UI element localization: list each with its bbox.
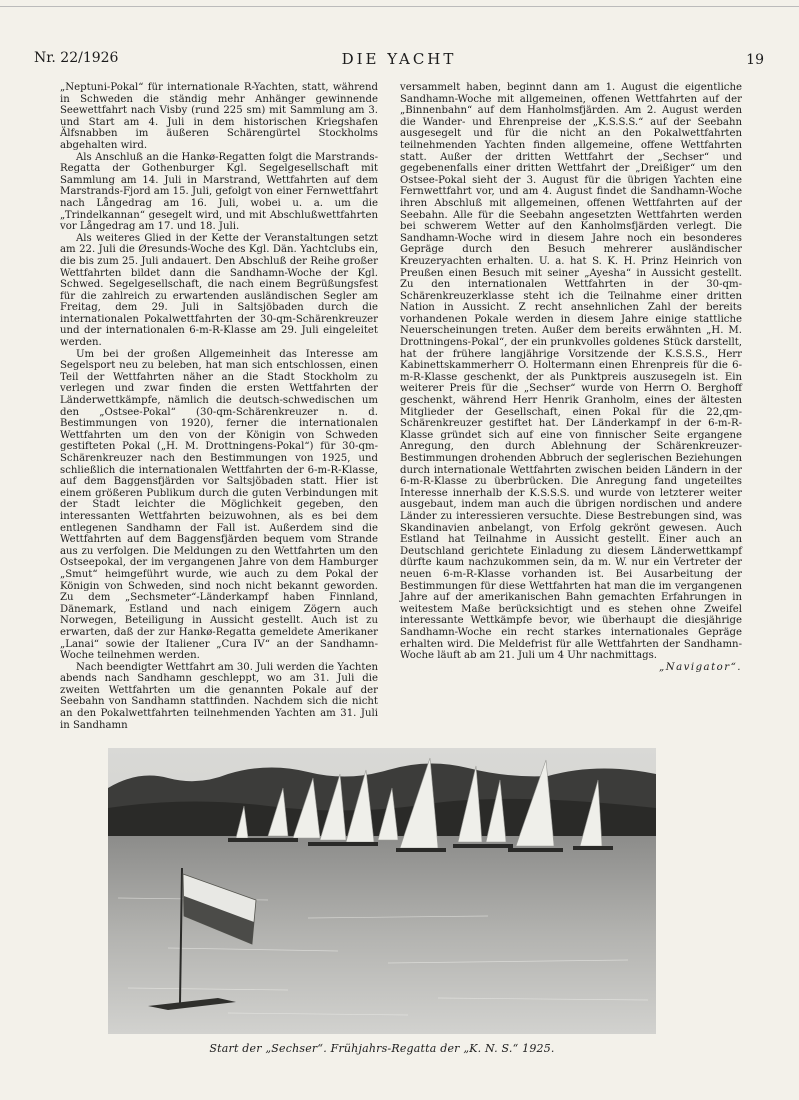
top-rule [0, 6, 799, 7]
paragraph: „Neptuni-Pokal“ für internationale R-Yachten, statt, während in Schweden die ständig mehr Anhänger gewinnende Seewettfahrt nach Visby (rund 225 sm) mit Sammlung am 3. und Start am 4. Juli in dem historischen Kriegshafen Älfsnabben im äußeren Schärengürtel Stockholms abgehalten wird. [60, 82, 378, 151]
left-column [60, 82, 378, 731]
paragraph: Als weiteres Glied in der Kette der Veranstaltungen setzt am 22. Juli die Øresunds-Woche des Kgl. Dän. Yachtclubs ein, die bis zum 25. Juli andauert. Den Abschluß der Reihe großer Wettfahrten bildet dann die Sandhamn-Woche der Kgl. Schwed. Segelgesellschaft, die nach einem Begrüßungsfest für die zahlreich zu erwartenden ausländischen Segler am Freitag, dem 29. Juli in Saltsjöbaden durch die internationalen Pokalwettfahrten der 30-qm-Schärenkreuzer und der internationalen 6-m-R-Klasse am 29. Juli eingeleitet werden. [60, 232, 378, 349]
paragraph: Nach beendigter Wettfahrt am 30. Juli werden die Yachten abends nach Sandhamn geschleppt, wo am 31. Juli die zweiten Wettfahrten um die genannten Pokale auf der Seebahn von Sandhamn stattfinden. Nachdem sich die nicht an den Pokalwettfahrten teilnehmenden Yachten am 31. Juli in Sandhamn [60, 661, 378, 731]
author-signature: „Navigator“. [658, 661, 742, 673]
page-number: 19 [746, 52, 764, 68]
page-header [34, 50, 764, 70]
photo-caption: Start der „Sechser“. Frühjahrs-Regatta der „K. N. S.“ 1925. [209, 1042, 555, 1055]
paragraph: Um bei der großen Allgemeinheit das Interesse am Segelsport neu zu beleben, hat man sich entschlossen, einen Teil der Wettfahrten näher an die Stadt Stockholm zu verlegen und zwar finden die ersten Wettfahrten der Länderwettkämpfe, nämlich die deutsch-schwedischen um den „Ostsee-Pokal“ (30-qm-Schärenkreuzer n. d. Bestimmungen von 1920), ferner die internationalen Wettfahrten um den von der Königin von Schweden gestifteten Pokal („H. M. Drottningens-Pokal“) für 30-qm-Schärenkreuzer nach den Bestimmungen von 1925, und schließlich die internationalen Wettfahrten der 6-m-R-Klasse, auf dem Baggensfjärden vor Saltsjöbaden statt. Hier ist einem größeren Publikum durch die guten Verbindungen mit der Stadt leichter die Möglichkeit gegeben, den interessanten Wettfahrten beizuwohnen, als es bei dem entlegenen Sandhamn der Fall ist. Außerdem sind die Wettfahrten auf dem Baggensfjärden bequem vom Strande aus zu verfolgen. Die Meldungen zu den Wettfahrten um den Ostseepokal, der im vergangenen Jahre von dem Hamburger „Smut“ heimgeführt wurde, wie auch zu dem Pokal der Königin von Schweden, sind noch nicht bekannt geworden. Zu dem „Sechsmeter“-Länderkampf haben Finnland, Dänemark, Estland und nach einigem Zögern auch Norwegen, Beteiligung in Aussicht gestellt. Auch ist zu erwarten, daß der zur Hankø-Regatta gemeldete Amerikaner „Lanai“ sowie der Italiener „Cura IV“ an der Sandhamn-Woche teilnehmen werden. [60, 348, 378, 662]
issue-number: Nr. 22/1926 [34, 50, 119, 66]
magazine-title: DIE YACHT [341, 50, 457, 68]
regatta-photo [108, 748, 656, 1034]
paragraph: Als Anschluß an die Hankø-Regatten folgt die Marstrands-Regatta der Gothenburger Kgl. Segelgesellschaft mit Sammlung am 14. Juli in Marstrand, Wettfahrten auf dem Marstrands-Fjord am 15. Juli, gefolgt von einer Fernwettfahrt nach Långedrag am 16. Juli, wobei u. a. um die „Trindelkannan“ gesegelt wird, und mit Abschlußwettfahrten vor Långedrag am 17. und 18. Juli. [60, 151, 378, 233]
paragraph: versammelt haben, beginnt dann am 1. August die eigentliche Sandhamn-Woche mit allgemeinen, offenen Wettfahrten auf der „Binnenbahn“ auf dem Hanholmsfjärden. Am 2. August werden die Wander- und Ehrenpreise der „K.S.S.S.“ auf der Seebahn ausgesegelt und für die nicht an den Pokalwettfahrten teilnehmenden Yachten finden allgemeine, offene Wettfahrten statt. Außer der dritten Wettfahrt der „Sechser“ und gegebenenfalls einer dritten Wettfahrt der „Dreißiger“ um den Ostsee-Pokal sieht der 3. August für die übrigen Yachten eine Fernwettfahrt vor, und am 4. August findet die Sandhamn-Woche ihren Abschluß mit allgemeinen, offenen Wettfahrten auf der Seebahn. Alle für die Seebahn angesetzten Wettfahrten werden bei schwerem Wetter auf den Kanholmsfjärden verlegt. Die Sandhamn-Woche wird in diesem Jahre noch ein besonderes Gepräge durch den Besuch mehrerer ausländischer Kreuzeryachten erhalten. U. a. hat S. K. H. Prinz Heinrich von Preußen einen Besuch mit seiner „Ayesha“ in Aussicht gestellt. Zu den internationalen Wettfahrten in der 30-qm-Schärenkreuzerklasse steht ich die Teilnahme einer dritten Nation in Aussicht. Z recht ansehnlichen Zahl der bereits vorhandenen Pokale werden in diesem Jahre einige stattliche Neuerscheinungen treten. Außer dem bereits erwähnten „H. M. Drottningens-Pokal“, der ein prunkvolles goldenes Stück darstellt, hat der frühere langjährige Vorsitzende der K.S.S.S., Herr Kabinettskammerherr O. Holtermann einen Ehrenpreis für die 6-m-R-Klasse geschenkt, der als Punktpreis auszusegeln ist. Ein weiterer Preis für die „Sechser“ wurde von Herrn O. Berghoff geschenkt, während Herr Henrik Granholm, eines der ältesten Mitglieder der Gesellschaft, einen Pokal für die 22,qm-Schärenkreuzer gestiftet hat. Der Länderkampf in der 6-m-R-Klasse gründet sich auf eine von finnischer Seite ergangene Anregung, den durch Ablehnung der Schärenkreuzer-Bestimmungen drohenden Abbruch der seglerischen Beziehungen durch internationale Wettfahrten zwischen beiden Ländern in der 6-m-R-Klasse zu überbrücken. Die Anregung fand ungeteiltes Interesse innerhalb der K.S.S.S. und wurde von letzterer weiter ausgebaut, indem man auch die übrigen nordischen und andere Länder zu interessieren versuchte. Diese Bestrebungen sind, was Skandinavien anbelangt, von Erfolg gekrönt gewesen. Auch Estland hat Teilnahme in Aussicht gestellt. Einer auch an Deutschland gerichtete Einladung zu diesem Länderwettkampf dürfte kaum nachzukommen sein, da m. W. nur ein Vertreter der neuen 6-m-R-Klasse vorhanden ist. Bei Ausarbeitung der Bestimmungen für diese Wettfahrten hat man die im vergangenen Jahre auf der amerikanischen Bahn gemachten Erfahrungen in weitestem Maße berücksichtigt und es stehen ohne Zweifel interessante Wettkämpfe bevor, wie überhaupt die diesjährige Sandhamn-Woche ein recht starkes internationales Gepräge erhalten wird. Die Meldefrist für alle Wettfahrten der Sandhamn-Woche läuft ab am 21. Juli um 4 Uhr nachmittags. [400, 82, 742, 662]
right-column [400, 82, 742, 673]
